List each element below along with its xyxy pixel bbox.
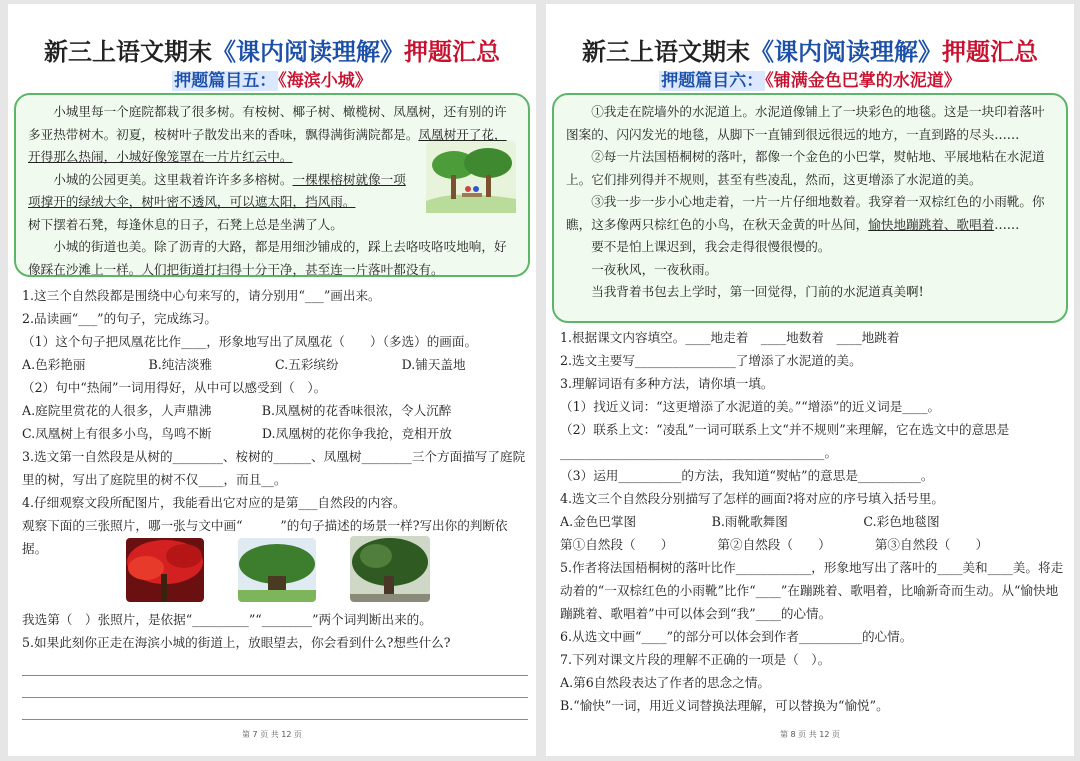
- reading-passage: [552, 93, 1068, 323]
- questions-section: [22, 284, 528, 560]
- photo-green-tree: [350, 536, 430, 602]
- passage-paragraph-5: 一夜秋风，一夜秋雨。: [591, 261, 718, 277]
- passage-paragraph-3: 小城的街道也美。除了沥青的大路，都是用细沙铺成的，踩上去咯吱咯吱地响，好像踩在沙滩上一样。人们把街道打扫得十分干净，甚至连一片落叶都没有。: [28, 239, 507, 277]
- passage-paragraph-6: 当我背着书包去上学时，第一回觉得，门前的水泥道真美啊!: [591, 284, 924, 299]
- page-title: [8, 32, 536, 67]
- page-footer: 第 8 页 共 12 页: [780, 730, 840, 739]
- answer-line: [22, 654, 528, 676]
- park-banyan-illustration: [426, 141, 516, 213]
- passage-paragraph-1: 小城里每一个庭院都栽了很多树。有桉树、椰子树、橄榄树、凤凰树，还有别的许多亚热带树木。初夏，桉树叶子散发出来的香味，飘得满街满院都是。凤凰树开了花，开得那么热闹，小城好像笼罩在一片片红云中。: [28, 104, 507, 164]
- page-footer: 第 7 页 共 12 页: [242, 730, 302, 739]
- question-5: 5.作者将法国梧桐树的落叶比作____________，形象地写出了落叶的____美和____美。将走动着的“一双棕红色的小雨靴”比作“____”在蹦跳着、歌唱着，比喻新奇而生动。从“愉快地蹦跳着、歌唱着”中可以体会到“我”____的心情。: [560, 560, 1064, 621]
- question-2-2-options-cd: C.凤凰树上有很多小鸟，鸟鸣不断 D.凤凰树的花你争我抢，竞相开放: [22, 426, 452, 441]
- worksheet-page-8: [546, 4, 1074, 756]
- page-title: [546, 32, 1074, 67]
- question-2: 2.品读画“___”的句子，完成练习。: [22, 311, 217, 326]
- title-main: 新三上语文期末: [44, 38, 212, 66]
- subtitle-label: 押题篇目六：: [661, 71, 764, 91]
- title-red-part: 押题汇总: [404, 38, 500, 66]
- question-4: 4.选文三个自然段分别描写了怎样的画面?将对应的序号填入括号里。: [560, 491, 944, 506]
- question-4-photo-prompt: 观察下面的三张照片，哪一张与文中画“ ”的句子描述的场景一样?写出你的判断依据。: [22, 518, 508, 556]
- subtitle-label: 押题篇目五：: [174, 71, 277, 91]
- passage-subtitle: [546, 66, 1074, 91]
- question-5: 5.如果此刻你正走在海滨小城的街道上，放眼望去，你会看到什么?想些什么?: [22, 635, 451, 650]
- title-main: 新三上语文期末: [582, 38, 750, 66]
- passage-subtitle: [8, 66, 536, 91]
- passage-paragraph-4: 要不是怕上课迟到，我会走得很慢很慢的。: [591, 239, 831, 254]
- question-3-3: （3）运用__________的方法，我知道“熨帖”的意思是__________。: [560, 468, 934, 483]
- subtitle-name: 《铺满金色巴掌的水泥道》: [765, 71, 961, 91]
- question-2-1: （1）这个句子把凤凰花比作____，形象地写出了凤凰花（ ）（多选）的画面。: [22, 334, 478, 349]
- underlined-sentence: 凤凰树开了花，开得那么热闹，小城好像笼罩在一片片红云中。: [28, 126, 507, 164]
- answer-line: [22, 676, 528, 698]
- photo-banyan-tree: [238, 538, 316, 602]
- question-2: 2.选文主要写________________了增添了水泥道的美。: [560, 353, 862, 368]
- question-4-blanks: 第①自然段（ ） 第②自然段（ ） 第③自然段（ ）: [560, 537, 989, 552]
- question-1: 1.根据课文内容填空。____地走着 ____地数着 ____地跳着: [560, 330, 900, 345]
- question-2-1-options: A.色彩艳丽 B.纯洁淡雅 C.五彩缤纷 D.铺天盖地: [22, 357, 466, 372]
- worksheet-page-7: [8, 4, 536, 756]
- question-6: 6.从选文中画“____”的部分可以体会到作者__________的心情。: [560, 629, 913, 644]
- questions-section-2: [22, 608, 528, 720]
- question-3-2: （2）联系上文：“凌乱”一词可联系上文“并不规则”来理解，它在选文中的意思是__________________________________________。: [560, 422, 1010, 460]
- photo-red-tree: [126, 538, 204, 602]
- question-7-option-b: B.“愉快”一词，用近义词替换法理解，可以替换为“愉悦”。: [560, 698, 889, 713]
- title-red-part: 押题汇总: [942, 38, 1038, 66]
- question-2-2: （2）句中“热闹”一词用得好，从中可以感受到（ ）。: [22, 380, 327, 395]
- passage-paragraph-3: ③我一步一步小心地走着，一片一片仔细地数着。我穿着一双棕红色的小雨靴。你瞧，这多像两只棕红色的小鸟，在秋天金黄的叶丛间，愉快地蹦跳着、歌唱着……: [566, 194, 1045, 232]
- passage-paragraph-2: 小城的公园更美。这里栽着许许多多榕树。一棵棵榕树就像一项项撑开的绿绒大伞，树叶密不透风，可以遮太阳，挡风雨。: [28, 171, 406, 209]
- question-7-option-a: A.第6自然段表达了作者的思念之情。: [560, 675, 771, 690]
- passage-paragraph-2: ②每一片法国梧桐树的落叶，都像一个金色的小巴掌，熨帖地、平展地粘在水泥道上。它们排列得并不规则，甚至有些凌乱，然而，这更增添了水泥道的美。: [566, 149, 1045, 187]
- passage-paragraph-2-end: 树下摆着石凳，每逢休息的日子，石凳上总是坐满了人。: [28, 216, 343, 232]
- question-7: 7.下列对课文片段的理解不正确的一项是（ ）。: [560, 652, 831, 667]
- passage-paragraph-1: ①我走在院墙外的水泥道上。水泥道像铺上了一块彩色的地毯。这是一块印着落叶图案的、闪闪发光的地毯，从脚下一直铺到很远很远的地方，一直到路的尽头……: [566, 104, 1045, 142]
- subtitle-name: 《海滨小城》: [278, 71, 372, 91]
- question-3: 3.选文第一自然段是从树的________、桉树的______、凤凰树________三个方面描写了庭院里的树，写出了庭院里的树不仅____，而且__。: [22, 449, 526, 487]
- title-blue-part: 《课内阅读理解》: [750, 38, 942, 66]
- question-4-options: A.金色巴掌图 B.雨靴歌舞图 C.彩色地毯图: [560, 514, 940, 529]
- question-2-2-options-ab: A.庭院里赏花的人很多，人声鼎沸 B.凤凰树的花香味很浓，令人沉醉: [22, 403, 452, 418]
- question-4-choice: 我选第（ ）张照片，是依据“_________”“________”两个词判断出来的。: [22, 612, 432, 627]
- question-3: 3.理解词语有多种方法，请你填一填。: [560, 376, 774, 391]
- question-4: 4.仔细观察文段所配图片，我能看出它对应的是第___自然段的内容。: [22, 495, 406, 510]
- question-1: 1.这三个自然段都是围绕中心句来写的，请分别用“___”画出来。: [22, 288, 381, 303]
- question-3-1: （1）找近义词：“这更增添了水泥道的美。”“增添”的近义词是____。: [560, 399, 941, 414]
- title-blue-part: 《课内阅读理解》: [212, 38, 404, 66]
- questions-section: [560, 326, 1066, 717]
- underlined-phrase: 愉快地蹦跳着、歌唱着: [868, 216, 995, 232]
- underlined-sentence: 一棵棵榕树就像一项项撑开的绿绒大伞，树叶密不透风，可以遮太阳，挡风雨。: [28, 171, 406, 209]
- reading-passage: [14, 93, 530, 277]
- answer-line: [22, 698, 528, 720]
